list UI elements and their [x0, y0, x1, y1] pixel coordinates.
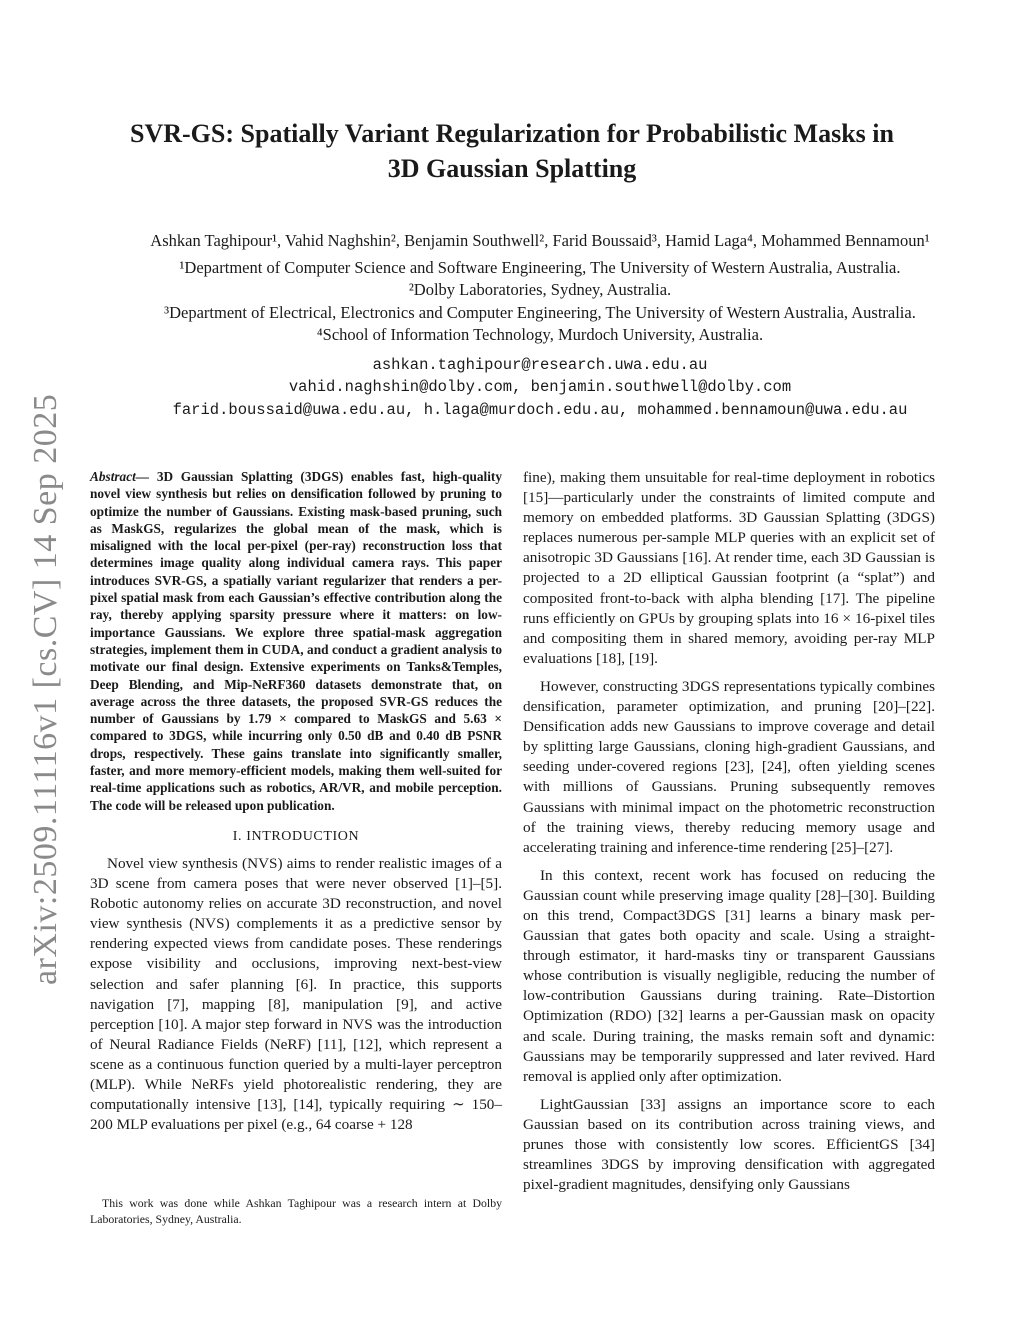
intro-paragraph-1: Novel view synthesis (NVS) aims to render realistic images of a 3D scene from camera poses that were never observed [1]–[5]. Robotic autonomy relies on accurate 3D reconstruction, and novel view synthesis (NVS) complements it as a predictive sensor by rendering expected views from candidate poses. These renderings expose visibility and occlusions, improving next-best-view selection and safer planning [6]. In practice, this supports navigation [7], mapping [8], manipulation [9], and active perception [10]. A major step forward in NVS was the introduction of Neural Radiance Fields (NeRF) [11], [12], which represent a scene as a continuous function queried by a multi-layer perceptron (MLP). While NeRFs yield photorealistic rendering, they are computationally intensive [13], [14], typically requiring ∼ 150–200 MLP evaluations per pixel (e.g., 64 coarse + 128: [90, 854, 502, 1134]
abstract: [90, 468, 502, 814]
abstract-label: Abstract—: [90, 469, 150, 484]
intro-paragraph-4: In this context, recent work has focused on reducing the Gaussian count while preserving image quality [28]–[30]. Building on this trend, Compact3DGS [31] learns a binary mask per-Gaussian that gates both opacity and scale. Using a straight-through estimator, it hard-masks tiny or transparent Gaussians whose contribution is visually negligible, reducing the number of low-contribution Gaussians during training. Rate–Distortion Optimization (RDO) [32] learns a per-Gaussian mask on opacity and scale. During training, the masks remain soft and dynamic: Gaussians may be temporarily suppressed and later revived. Hard removal is applied only after optimization.: [523, 866, 935, 1085]
section-heading-introduction: I. INTRODUCTION: [232, 828, 360, 844]
affiliation-4: ⁴School of Information Technology, Murdoch University, Australia.: [316, 324, 764, 344]
affiliation-3: ³Department of Electrical, Electronics and Computer Engineering, The University of Western Australia, Australia.: [164, 302, 916, 322]
title-line-1: SVR-GS: Spatially Variant Regularization for Probabilistic Masks in: [130, 119, 894, 148]
title-line-2: 3D Gaussian Splatting: [387, 154, 637, 183]
affiliation-2: ²Dolby Laboratories, Sydney, Australia.: [408, 280, 672, 300]
intro-paragraph-5: LightGaussian [33] assigns an importance score to each Gaussian based on its contribution across training views, and prunes those with consistently low scores. EfficientGS [34] streamlines 3DGS by improving densification with aggregated pixel-gradient magnitudes, densifying only Gaussians: [523, 1095, 935, 1194]
affiliations: [60, 257, 1020, 346]
email-line-3: farid.boussaid@uwa.edu.au, h.laga@murdoch.edu.au, mohammed.bennamoun@uwa.edu.au: [172, 400, 908, 419]
arxiv-identifier: arXiv:2509.11116v1 [cs.CV] 14 Sep 2025: [27, 393, 64, 985]
right-column: [523, 468, 935, 1195]
paper-title: [80, 116, 944, 186]
affiliation-1: ¹Department of Computer Science and Software Engineering, The University of Western Australia, Australia.: [179, 258, 901, 277]
intro-paragraph-2: fine), making them unsuitable for real-time deployment in robotics [15]—particularly under the constraints of limited compute and memory on embedded platforms. 3D Gaussian Splatting (3DGS) replaces numerous per-sample MLP queries with an explicit set of anisotropic 3D Gaussians [16]. At render time, each 3D Gaussian is projected to a 2D elliptical Gaussian footprint (a “splat”) and composited front-to-back with alpha blending [17]. The pipeline runs efficiently on GPUs by grouping splats into 16 × 16-pixel tiles and compositing them in shared memory, avoiding per-ray MLP evaluations [18], [19].: [523, 469, 935, 667]
email-block: [60, 354, 1020, 421]
footnote: This work was done while Ashkan Taghipour was a research intern at Dolby Laboratories, Sydney, Australia.: [90, 1196, 502, 1226]
left-column: [90, 468, 502, 1135]
author-list: Ashkan Taghipour¹, Vahid Naghshin², Benjamin Southwell², Farid Boussaid³, Hamid Laga⁴, Mohammed Bennamoun¹: [150, 231, 930, 250]
intro-paragraph-3: However, constructing 3DGS representations typically combines densification, parameter optimization, and pruning [20]–[22]. Densification adds new Gaussians to improve coverage and detail by splitting large Gaussians, cloning high-gradient Gaussians, and seeding under-covered regions [23], [24], often yielding scenes with millions of Gaussians. Pruning subsequently removes Gaussians with minimal impact on the photometric reconstruction of the training views, thereby reducing memory usage and accelerating training and inference-time rendering [25]–[27].: [523, 677, 935, 856]
email-line-1: ashkan.taghipour@research.uwa.edu.au: [372, 356, 708, 374]
abstract-text: 3D Gaussian Splatting (3DGS) enables fast, high-quality novel view synthesis but relies on densification followed by pruning to optimize the number of Gaussians. Existing mask-based pruning, such as MaskGS, regularizes the global mean of the mask, which is misaligned with the local per-pixel (per-ray) reconstruction loss that determines image quality along individual camera rays. This paper introduces SVR-GS, a spatially variant regularizer that renders a per-pixel spatial mask from each Gaussian’s effective contribution along the ray, thereby applying sparsity pressure where it matters: on low-importance Gaussians. We explore three spatial-mask aggregation strategies, implement them in CUDA, and conduct a gradient analysis to motivate our final design. Extensive experiments on Tanks&Temples, Deep Blending, and Mip-NeRF360 datasets demonstrate that, on average across the three datasets, the proposed SVR-GS reduces the number of Gaussians by 1.79 × compared to MaskGS and 5.63 × compared to 3DGS, while incurring only 0.50 dB and 0.40 dB PSNR drops, respectively. These gains translate into significantly smaller, faster, and more memory-efficient models, making them well-suited for real-time applications such as robotics, AR/VR, and mobile perception. The code will be released upon publication.: [90, 469, 502, 813]
email-line-2: vahid.naghshin@dolby.com, benjamin.southwell@dolby.com: [288, 378, 792, 397]
